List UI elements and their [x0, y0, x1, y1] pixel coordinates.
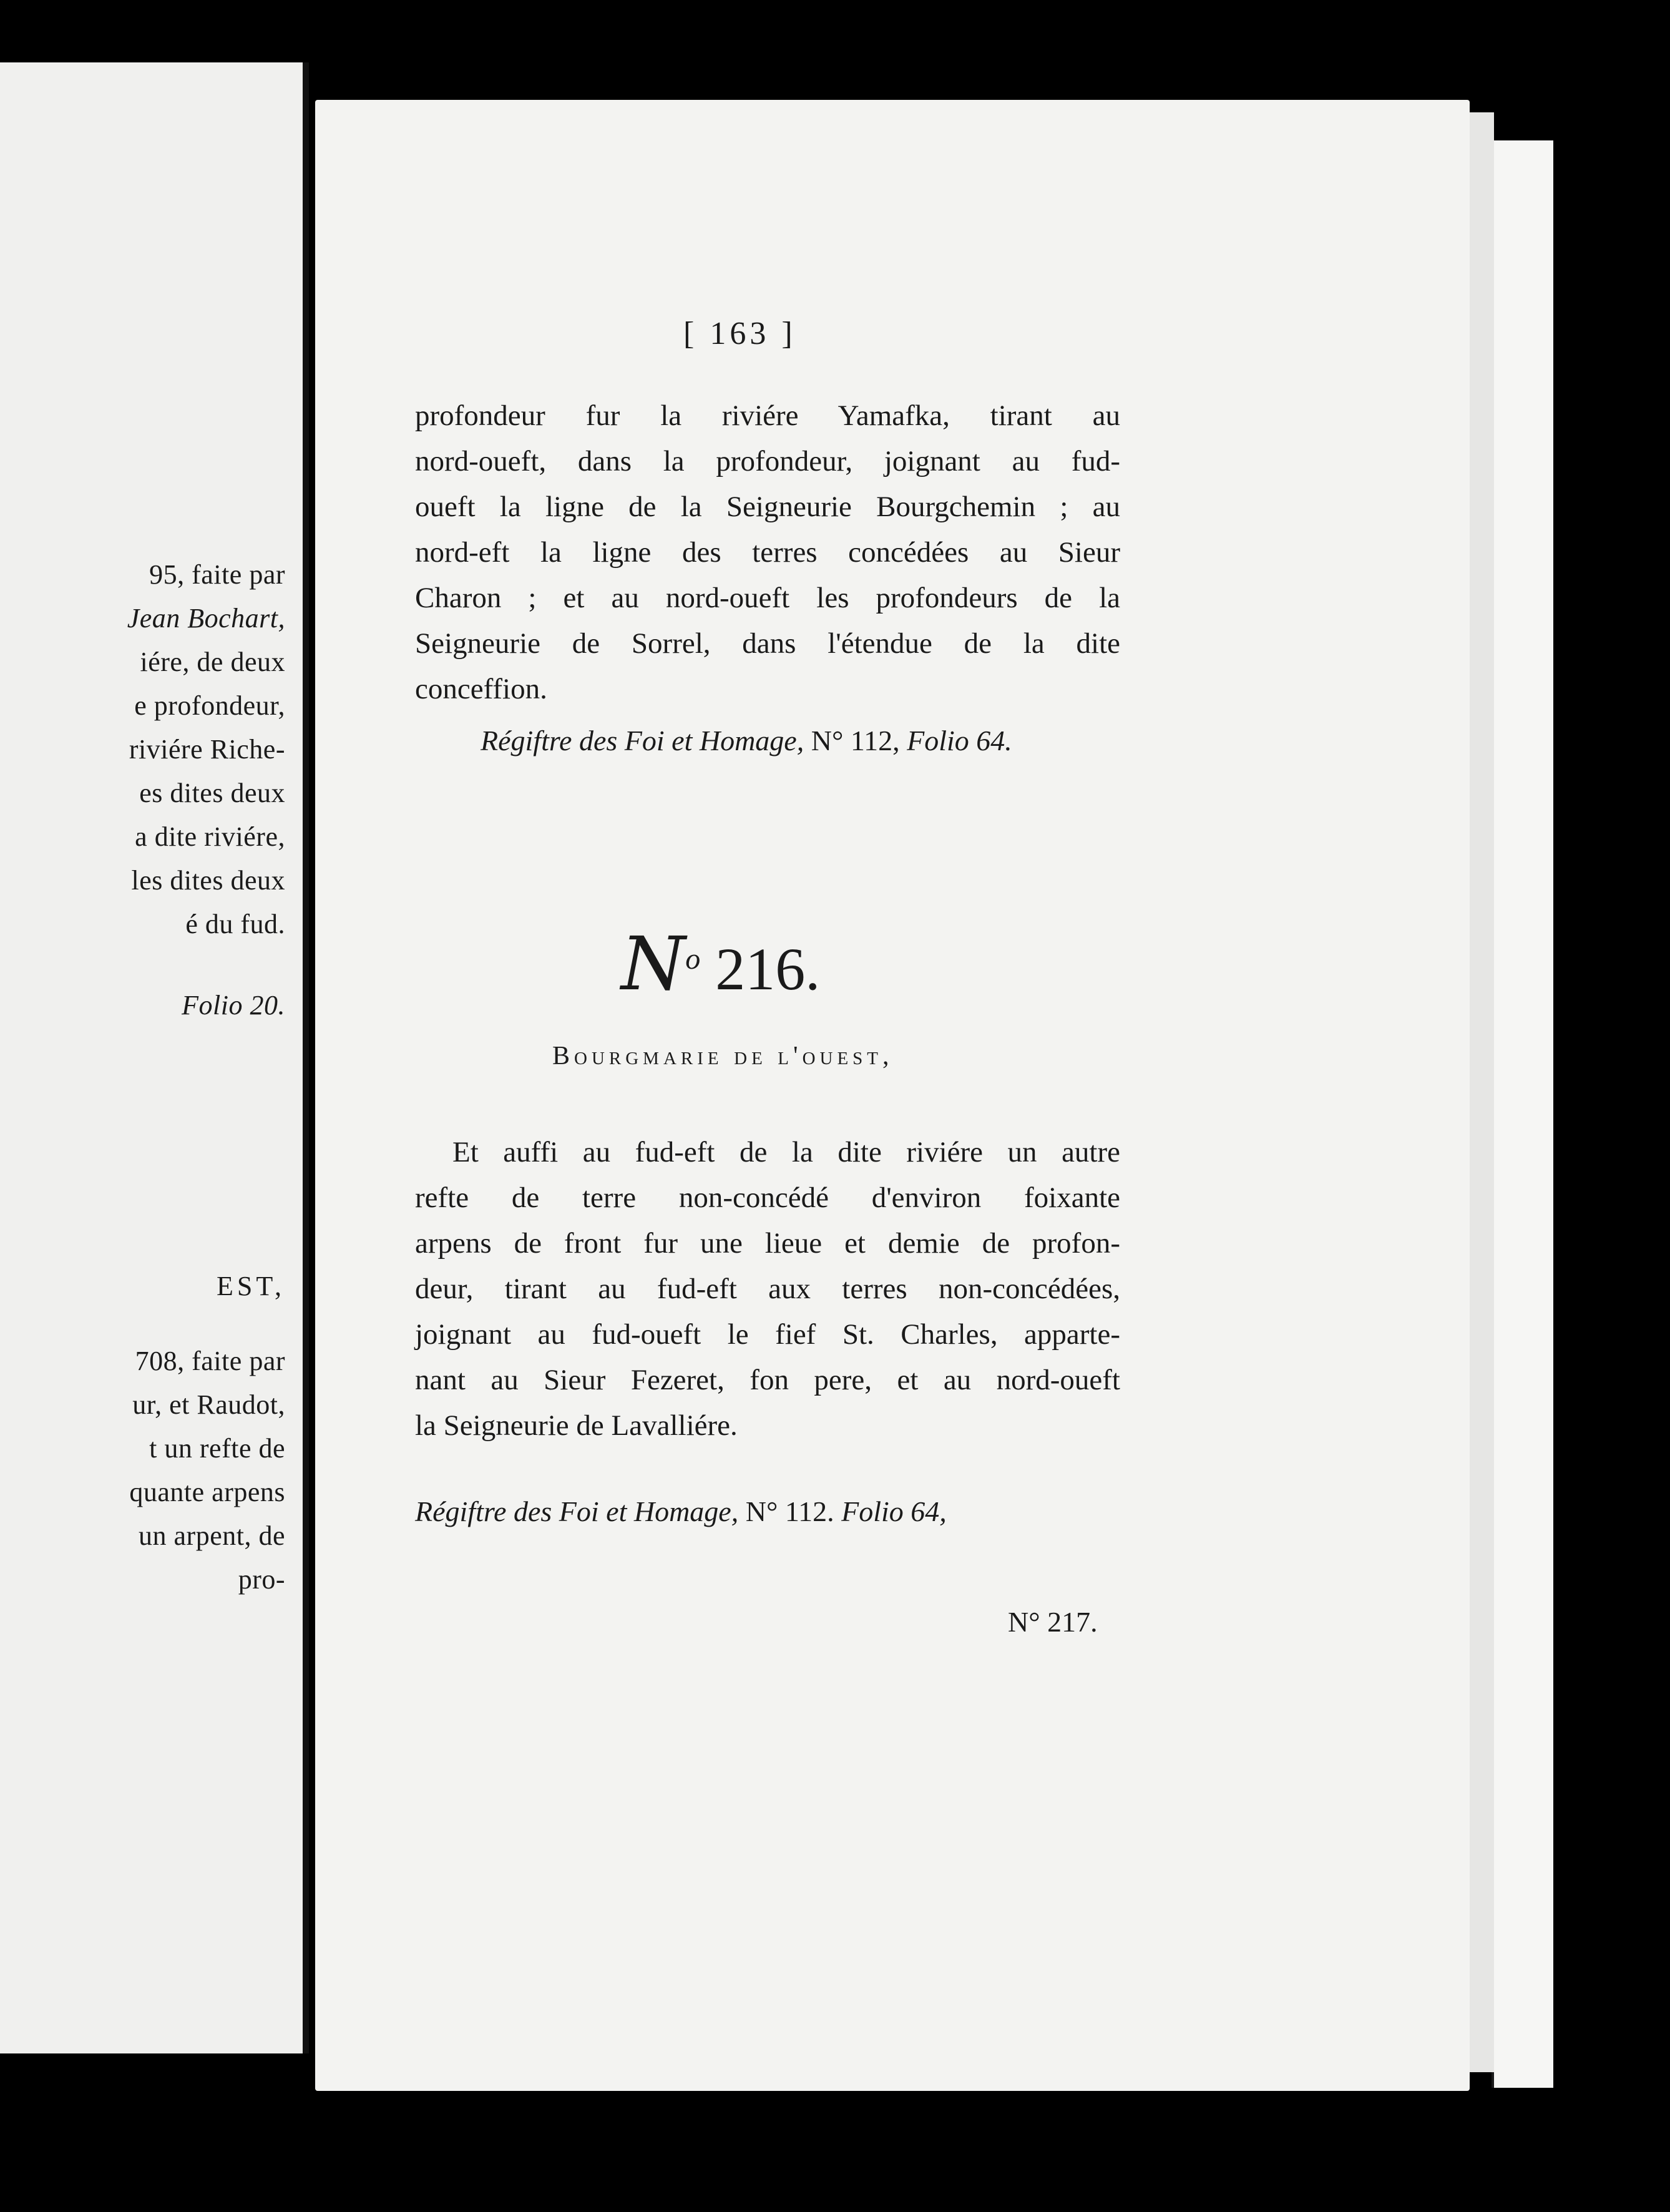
- left-page-line: es dites deux: [139, 778, 285, 808]
- left-page-line: e profondeur,: [134, 690, 285, 721]
- text-line: profondeur fur la riviére Yamafka, tirant au: [415, 399, 1120, 432]
- paragraph-continuation: [415, 393, 1120, 712]
- left-page-line: les dites deux: [131, 865, 285, 896]
- text-line: refte de terre non-concédé d'environ foixante: [415, 1182, 1120, 1214]
- left-page-line: 95, faite par: [149, 559, 285, 590]
- left-page-line: riviére Riche-: [129, 734, 285, 765]
- left-page-line: quante arpens: [129, 1477, 285, 1507]
- left-page-line: Folio 20.: [182, 990, 285, 1020]
- register-number: N° 112.: [745, 1495, 834, 1527]
- paragraph-entry: [415, 1130, 1120, 1449]
- register-reference: [415, 1495, 947, 1528]
- left-page-line: 708, faite par: [135, 1346, 285, 1376]
- left-page-line: iére, de deux: [140, 647, 285, 677]
- left-page-line: t un refte de: [149, 1433, 285, 1464]
- left-page-line: é du fud.: [185, 909, 285, 939]
- text-line: nord-oueft, dans la profondeur, joignant au fud-: [415, 445, 1120, 477]
- left-page-line: a dite riviére,: [135, 821, 285, 852]
- left-page-line: EST,: [217, 1271, 285, 1301]
- entry-number-value: 216.: [715, 936, 821, 1002]
- text-line: joignant au fud-oueft le fief St. Charles, apparte-: [415, 1318, 1120, 1351]
- left-page-line: Jean Bochart,: [127, 603, 285, 634]
- entry-number-prefix: N: [621, 921, 686, 1007]
- register-folio: Folio 64,: [841, 1495, 947, 1527]
- entry-number-title: [621, 921, 820, 1007]
- text-line: arpens de front fur une lieue et demie de profon-: [415, 1227, 1120, 1260]
- right-page: [315, 100, 1470, 2091]
- left-page-line: un arpent, de: [139, 1520, 285, 1551]
- text-line: nant au Sieur Fezeret, fon pere, et au nord-oueft: [415, 1364, 1120, 1396]
- register-title: Régiftre des Foi et Homage,: [415, 1495, 739, 1527]
- text-line: oueft la ligne de la Seigneurie Bourgchemin ; au: [415, 491, 1120, 523]
- page-edge-outer: [1492, 140, 1553, 2088]
- text-line: nord-eft la ligne des terres concédées au Sieur: [415, 536, 1120, 569]
- text-line: Et auffi au fud-eft de la dite riviére un autre: [452, 1136, 1120, 1168]
- left-page-line: ur, et Raudot,: [132, 1389, 285, 1420]
- left-page: [0, 62, 309, 2053]
- register-number: N° 112,: [811, 725, 900, 756]
- page-number-header: [ 163 ]: [683, 316, 796, 351]
- text-line: la Seigneurie de Lavalliére.: [415, 1409, 738, 1442]
- section-title: Bourgmarie de l'ouest,: [552, 1042, 894, 1070]
- left-page-line: pro-: [238, 1564, 285, 1595]
- register-folio: Folio 64.: [907, 725, 1012, 756]
- text-line: conceffion.: [415, 673, 547, 705]
- text-line: Charon ; et au nord-oueft les profondeurs de la: [415, 582, 1120, 614]
- catchword: N° 217.: [1008, 1606, 1098, 1638]
- entry-number-sup: o: [685, 942, 701, 976]
- text-line: Seigneurie de Sorrel, dans l'étendue de la dite: [415, 627, 1120, 660]
- text-line: deur, tirant au fud-eft aux terres non-concédées,: [415, 1273, 1120, 1305]
- register-reference: [481, 724, 1012, 757]
- register-title: Régiftre des Foi et Homage,: [481, 725, 804, 756]
